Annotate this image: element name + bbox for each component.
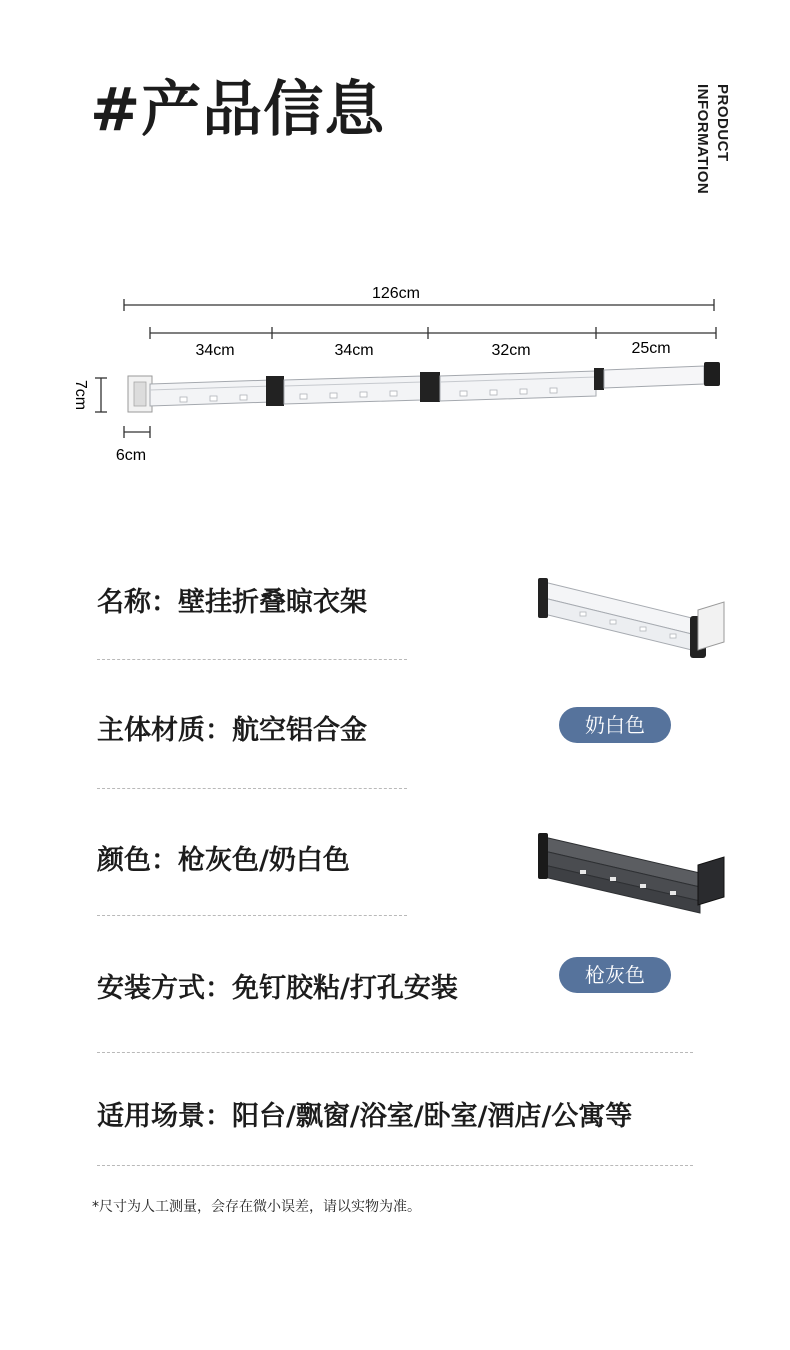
divider bbox=[97, 659, 407, 660]
divider bbox=[97, 915, 407, 916]
divider bbox=[97, 1052, 693, 1053]
side-label-line2: INFORMATION bbox=[694, 84, 711, 195]
depth-bracket bbox=[124, 426, 150, 438]
dimension-diagram bbox=[0, 270, 790, 470]
total-length-label: 126cm bbox=[371, 285, 421, 302]
height-label: 7cm bbox=[72, 379, 89, 411]
white-rack-image bbox=[530, 572, 730, 667]
product-information-label bbox=[684, 84, 732, 224]
divider bbox=[97, 1165, 693, 1166]
depth-label: 6cm bbox=[115, 447, 147, 464]
segment4-label: 25cm bbox=[631, 340, 671, 357]
spec-name: 名称：壁挂折叠晾衣架 bbox=[97, 587, 367, 618]
white-color-badge: 奶白色 bbox=[559, 707, 671, 743]
segment-lines bbox=[150, 327, 716, 339]
gray-color-badge: 枪灰色 bbox=[559, 957, 671, 993]
spec-scene: 适用场景：阳台/飘窗/浴室/卧室/酒店/公寓等 bbox=[97, 1101, 633, 1132]
spec-install: 安装方式：免钉胶粘/打孔安装 bbox=[97, 973, 458, 1004]
spec-material: 主体材质：航空铝合金 bbox=[97, 715, 367, 746]
divider bbox=[97, 788, 407, 789]
height-bracket bbox=[95, 378, 107, 412]
footnote: *尺寸为人工测量，会存在微小误差，请以实物为准。 bbox=[92, 1199, 421, 1215]
page-title: #产品信息 bbox=[90, 75, 386, 145]
spec-color: 颜色：枪灰色/奶白色 bbox=[97, 845, 350, 876]
extended-rack-illustration bbox=[128, 362, 720, 412]
gray-rack-image bbox=[530, 825, 730, 920]
segment3-label: 32cm bbox=[491, 342, 531, 359]
segment1-label: 34cm bbox=[195, 342, 235, 359]
segment2-label: 34cm bbox=[334, 342, 374, 359]
side-label-line1: PRODUCT bbox=[714, 84, 731, 162]
